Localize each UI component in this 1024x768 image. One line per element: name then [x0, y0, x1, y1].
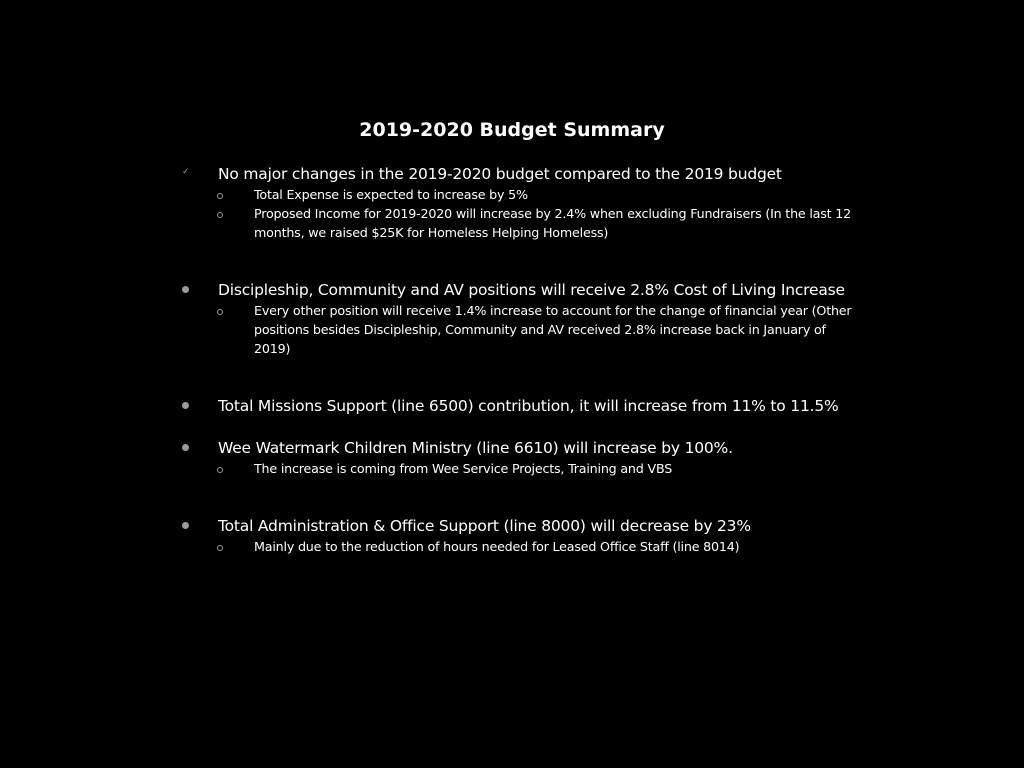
sub-bullet-text: Total Expense is expected to increase by 5%	[254, 187, 528, 202]
dot-icon	[182, 402, 189, 409]
bullet-text: Wee Watermark Children Ministry (line 6610) will increase by 100%.	[218, 439, 733, 457]
sub-bullet-text: Proposed Income for 2019-2020 will increase by 2.4% when excluding Fundraisers (In the last 12 months, we raised $25K for Homeless Helping Homeless)	[254, 206, 852, 240]
slide-title: 2019-2020 Budget Summary	[359, 119, 665, 141]
sub-bullet-text: The increase is coming from Wee Service Projects, Training and VBS	[254, 461, 673, 476]
sub-bullet-circle-icon	[217, 193, 223, 199]
dot-icon	[182, 522, 189, 529]
bullet-text: Total Missions Support (line 6500) contribution, it will increase from 11% to 11.5%	[218, 397, 839, 415]
dot-icon	[182, 286, 189, 293]
bullet-text: No major changes in the 2019-2020 budget compared to the 2019 budget	[218, 165, 782, 183]
sub-bullet-circle-icon	[217, 309, 223, 315]
bullet-text: Total Administration & Office Support (line 8000) will decrease by 23%	[218, 517, 751, 535]
check-icon: ✓	[182, 167, 190, 177]
sub-bullet-circle-icon	[217, 467, 223, 473]
bullet-text: Discipleship, Community and AV positions will receive 2.8% Cost of Living Increase	[218, 281, 845, 299]
sub-bullet-circle-icon	[217, 212, 223, 218]
sub-bullet-circle-icon	[217, 545, 223, 551]
sub-bullet-text: Mainly due to the reduction of hours needed for Leased Office Staff (line 8014)	[254, 539, 740, 554]
sub-bullet-text: Every other position will receive 1.4% increase to account for the change of financial year (Other positions besides Discipleship, Community and AV received 2.8% increase back in January of 2019)	[254, 303, 852, 356]
dot-icon	[182, 444, 189, 451]
